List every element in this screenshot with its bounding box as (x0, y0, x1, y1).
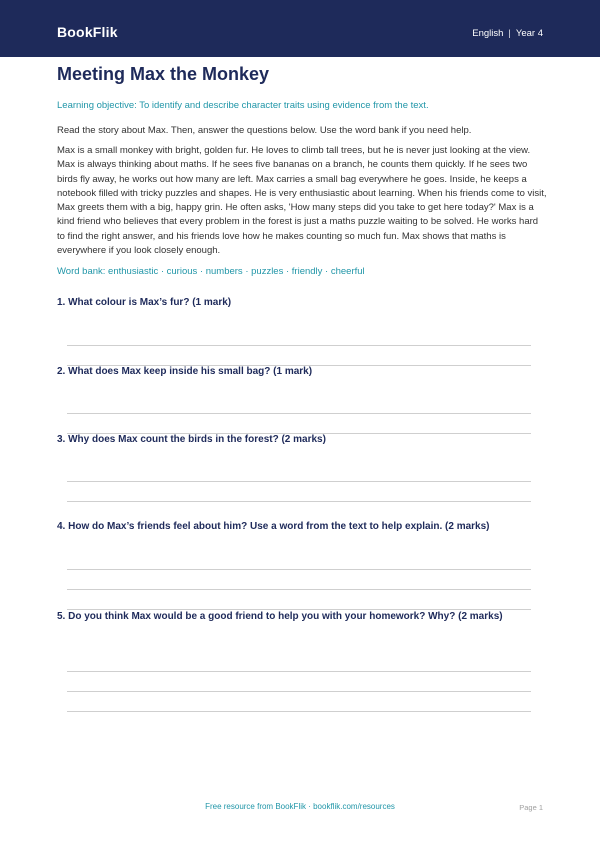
answer-line[interactable] (67, 413, 531, 414)
page-number: Page 1 (519, 803, 543, 812)
answer-line[interactable] (67, 345, 531, 346)
question-1: 1. What colour is Max’s fur? (1 mark) (57, 297, 232, 308)
answer-line[interactable] (67, 671, 531, 672)
answer-line[interactable] (67, 481, 531, 482)
answer-line[interactable] (67, 691, 531, 692)
year-label: Year 4 (515, 28, 543, 39)
learning-objective: Learning objective: To identify and describe character traits using evidence from the text. (57, 100, 429, 111)
meta-separator: | (508, 28, 511, 39)
answer-line[interactable] (67, 501, 531, 502)
question-3: 3. Why does Max count the birds in the forest? (2 marks) (57, 434, 326, 445)
question-2: 2. What does Max keep inside his small bag? (1 mark) (57, 366, 313, 377)
page-title: Meeting Max the Monkey (57, 64, 270, 84)
subject-label: English (472, 28, 504, 39)
question-4: 4. How do Max’s friends feel about him? Use a word from the text to help explain. (2 marks) (57, 521, 490, 532)
question-5: 5. Do you think Max would be a good friend to help you with your homework? Why? (2 marks) (57, 611, 503, 622)
answer-line[interactable] (67, 589, 531, 590)
header-bar (0, 0, 600, 57)
story-text: Max is a small monkey with bright, golden fur. He loves to climb tall trees, but he is never just looking at the view. Max is always thinking about maths. If he sees five bananas on a branch, he counts them quickly. If he sees two birds fly away, he works out how many are left. Max carries a small bag everywhere he goes. Inside, he keeps a notebook filled with tricky puzzles and shapes. He is very enthusiastic about learning. When his friends come to visit, Max greets them with a big, happy grin. He often asks, 'How many steps did you take to get here today?' Max is a kind friend who believes that every problem in the forest is just a maths puzzle waiting to be solved. He works hard to find the right answer, and his friends love how he makes counting so much fun. Max shows that maths is everywhere if you look closely enough. (57, 145, 547, 257)
footer-link[interactable]: Free resource from BookFlik · bookflik.com/resources (205, 802, 395, 811)
brand-logo[interactable]: BookFlik (57, 24, 118, 40)
word-bank: Word bank: enthusiastic · curious · numbers · puzzles · friendly · cheerful (57, 266, 365, 277)
instructions: Read the story about Max. Then, answer the questions below. Use the word bank if you need help. (57, 125, 472, 136)
answer-line[interactable] (67, 711, 531, 712)
header-meta (472, 28, 543, 39)
answer-line[interactable] (67, 569, 531, 570)
